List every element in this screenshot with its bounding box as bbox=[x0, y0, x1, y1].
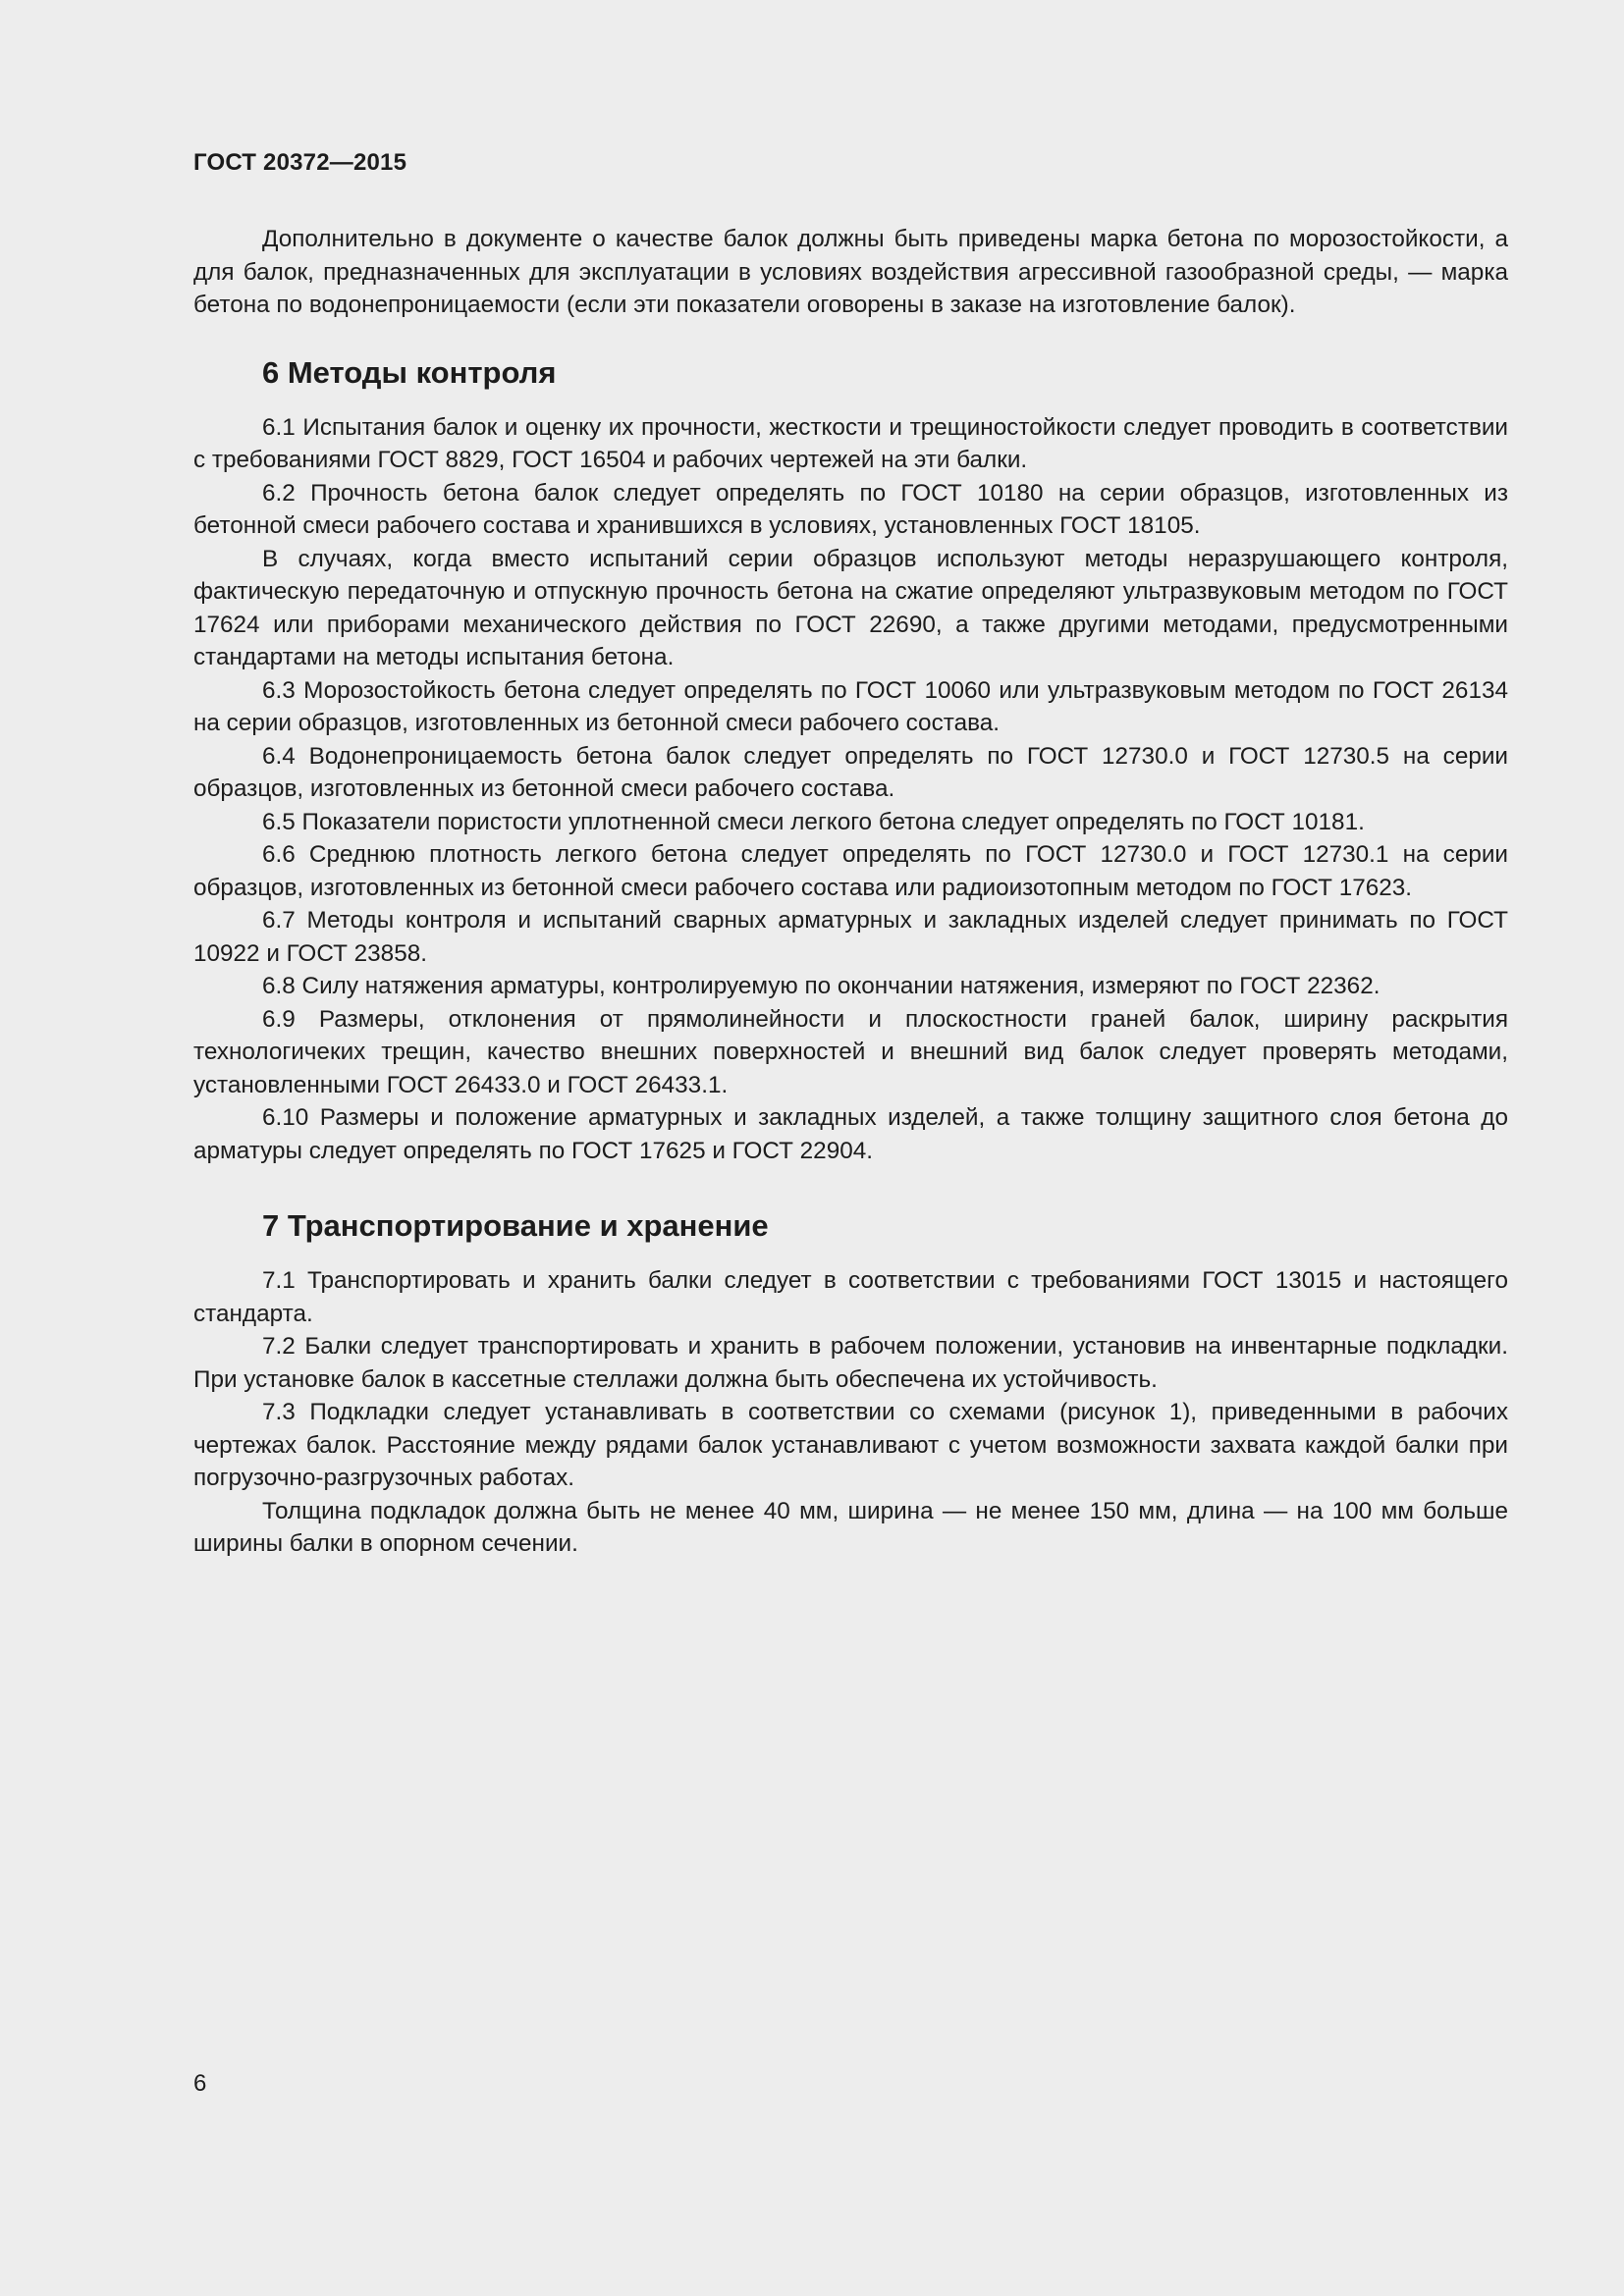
paragraph-6-6: 6.6 Среднюю плотность легкого бетона следует определять по ГОСТ 12730.0 и ГОСТ 12730.1 на серии образцов, изготовленных из бетонной смеси рабочего состава или радиоизотопным методом по ГОСТ 17623. bbox=[193, 841, 1508, 901]
paragraph-6-4: 6.4 Водонепроницаемость бетона балок следует определять по ГОСТ 12730.0 и ГОСТ 12730.5 на серии образцов, изготовленных из бетонной смеси рабочего состава. bbox=[193, 742, 1508, 802]
intro-paragraph: Дополнительно в документе о качестве балок должны быть приведены марка бетона по морозостойкости, а для балок, предназначенных для эксплуатации в условиях воздействия агрессивной газообразной среды, — марка бетона по водонепроницаемости (если эти показатели оговорены в заказе на изготовление балок). bbox=[193, 226, 1508, 318]
paragraph-7-3-dimensions: Толщина подкладок должна быть не менее 40 мм, ширина — не менее 150 мм, длина — на 100 мм больше ширины балки в опорном сечении. bbox=[193, 1497, 1508, 1557]
paragraph-6-9: 6.9 Размеры, отклонения от прямолинейности и плоскостности граней балок, ширину раскрытия технологичеких трещин, качество внешних поверхностей и внешний вид балок следует проверять методами, установленными ГОСТ 26433.0 и ГОСТ 26433.1. bbox=[193, 1005, 1508, 1098]
document-code-header: ГОСТ 20372—2015 bbox=[193, 149, 407, 176]
section-7-title: 7 Транспортирование и хранение bbox=[262, 1208, 769, 1243]
paragraph-6-5: 6.5 Показатели пористости уплотненной смеси легкого бетона следует определять по ГОСТ 10181. bbox=[262, 808, 1365, 835]
paragraph-7-3: 7.3 Подкладки следует устанавливать в соответствии со схемами (рисунок 1), приведенными в рабочих чертежах балок. Расстояние между рядами балок устанавливают с учетом возможности захвата каждой балки при погрузочно-разгрузочных работах. bbox=[193, 1399, 1508, 1491]
paragraph-6-2: 6.2 Прочность бетона балок следует определять по ГОСТ 10180 на серии образцов, изготовленных из бетонной смеси рабочего состава и хранившихся в условиях, установленных ГОСТ 18105. bbox=[193, 479, 1508, 539]
paragraph-6-10: 6.10 Размеры и положение арматурных и закладных изделей, а также толщину защитного слоя бетона до арматуры следует определять по ГОСТ 17625 и ГОСТ 22904. bbox=[193, 1104, 1508, 1164]
page-content bbox=[193, 223, 1508, 1561]
paragraph-7-2: 7.2 Балки следует транспортировать и хранить в рабочем положении, установив на инвентарные подкладки. При установке балок в кассетные стеллажи должна быть обеспечена их устойчивость. bbox=[193, 1333, 1508, 1393]
page-number: 6 bbox=[193, 2070, 207, 2097]
paragraph-6-8: 6.8 Силу натяжения арматуры, контролируемую по окончании натяжения, измеряют по ГОСТ 22362. bbox=[262, 973, 1380, 999]
paragraph-6-3: 6.3 Морозостойкость бетона следует определять по ГОСТ 10060 или ультразвуковым методом по ГОСТ 26134 на серии образцов, изготовленных из бетонной смеси рабочего состава. bbox=[193, 676, 1508, 736]
paragraph-6-2-nondestructive: В случаях, когда вместо испытаний серии образцов используют методы неразрушающего контроля, фактическую передаточную и отпускную прочность бетона на сжатие определяют ультразвуковым методом по ГОСТ 17624 или приборами механического действия по ГОСТ 22690, а также другими методами, предусмотренными стандартами на методы испытания бетона. bbox=[193, 545, 1508, 670]
paragraph-6-7: 6.7 Методы контроля и испытаний сварных арматурных и закладных изделей следует принимать по ГОСТ 10922 и ГОСТ 23858. bbox=[193, 907, 1508, 967]
paragraph-6-1: 6.1 Испытания балок и оценку их прочности, жесткости и трещиностойкости следует проводить в соответствии с требованиями ГОСТ 8829, ГОСТ 16504 и рабочих чертежей на эти балки. bbox=[193, 413, 1508, 473]
section-6-title: 6 Методы контроля bbox=[262, 354, 557, 390]
paragraph-7-1: 7.1 Транспортировать и хранить балки следует в соответствии с требованиями ГОСТ 13015 и настоящего стандарта. bbox=[193, 1267, 1508, 1327]
